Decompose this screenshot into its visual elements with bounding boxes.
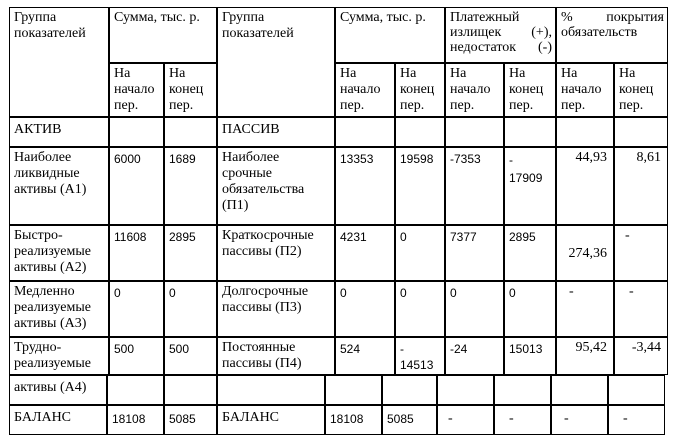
- row-a4-end: 500: [164, 337, 217, 375]
- row-p2-end: 0: [395, 225, 445, 281]
- header-coverage: % покрытия обязательств: [556, 7, 668, 63]
- balance-coverage-end: -: [608, 405, 665, 435]
- row-a1-end: 1689: [164, 147, 217, 225]
- row-1-coverage-end: 8,61: [614, 147, 668, 225]
- row-a3-end: 0: [164, 281, 217, 337]
- row-3-coverage-end: -: [614, 281, 668, 337]
- header-payment-balance: Платежный излищек (+), недостаток (-): [445, 7, 556, 63]
- row-a2-start: 11608: [109, 225, 164, 281]
- section-empty: [109, 117, 164, 147]
- continuation-empty: [551, 375, 608, 405]
- row-2-payment-end: 2895: [504, 225, 556, 281]
- section-empty: [445, 117, 504, 147]
- section-empty: [504, 117, 556, 147]
- row-a1-label: Наиболее ликвидные активы (А1): [9, 147, 109, 225]
- continuation-empty: [164, 375, 217, 405]
- row-p2-start: 4231: [335, 225, 395, 281]
- header-sum-liabilities: Сумма, тыс. р.: [335, 7, 445, 63]
- row-2-coverage-end: -: [614, 225, 668, 281]
- section-assets: АКТИВ: [9, 117, 109, 147]
- row-p3-label: Долгосрочные пассивы (П3): [217, 281, 335, 337]
- subheader-assets-end: На конец пер.: [164, 63, 217, 117]
- row-a1-start: 6000: [109, 147, 164, 225]
- row-1-coverage-start: 44,93: [556, 147, 614, 225]
- section-liabilities: ПАССИВ: [217, 117, 335, 147]
- section-empty: [614, 117, 668, 147]
- row-1-payment-end: - 17909: [504, 147, 556, 225]
- subheader-liabilities-start: На начало пер.: [335, 63, 395, 117]
- balance-assets-end: 5085: [164, 405, 217, 435]
- continuation-empty: [437, 375, 494, 405]
- row-p4-label: Постоянные пассивы (П4): [217, 337, 335, 375]
- row-1-payment-start: -7353: [445, 147, 504, 225]
- row-p3-end: 0: [395, 281, 445, 337]
- subheader-payment-start: На начало пер.: [445, 63, 504, 117]
- row-2-coverage-start: 274,36: [556, 225, 614, 281]
- balance-assets-label: БАЛАНС: [9, 405, 107, 435]
- section-empty: [556, 117, 614, 147]
- section-empty: [335, 117, 395, 147]
- continuation-empty: [107, 375, 164, 405]
- row-p4-start: 524: [335, 337, 395, 375]
- section-empty: [164, 117, 217, 147]
- row-a4-label-top: Трудно- реализуемые: [9, 337, 109, 375]
- row-p1-label: Наиболее срочные обязательства (П1): [217, 147, 335, 225]
- balance-payment-end: -: [494, 405, 551, 435]
- row-a3-label: Медленно реализуемые активы (А3): [9, 281, 109, 337]
- balance-liabilities-end: 5085: [382, 405, 437, 435]
- section-empty: [395, 117, 445, 147]
- row-p2-label: Краткосрочные пассивы (П2): [217, 225, 335, 281]
- balance-assets-start: 18108: [107, 405, 164, 435]
- subheader-payment-end: На конец пер.: [504, 63, 556, 117]
- header-sum-assets: Сумма, тыс. р.: [109, 7, 217, 63]
- balance-liabilities-label: БАЛАНС: [217, 405, 325, 435]
- continuation-empty: [608, 375, 665, 405]
- subheader-coverage-start: На начало пер.: [556, 63, 614, 117]
- row-p4-end: - 14513: [395, 337, 445, 375]
- row-p1-end: 19598: [395, 147, 445, 225]
- header-group-assets: Группа показателей: [9, 7, 109, 117]
- row-2-payment-start: 7377: [445, 225, 504, 281]
- row-4-coverage-end: -3,44: [614, 337, 668, 375]
- balance-coverage-start: -: [551, 405, 608, 435]
- row-3-coverage-start: -: [556, 281, 614, 337]
- balance-liabilities-start: 18108: [325, 405, 382, 435]
- continuation-empty: [217, 375, 325, 405]
- row-3-payment-end: 0: [504, 281, 556, 337]
- header-group-liabilities: Группа показателей: [217, 7, 335, 117]
- row-3-payment-start: 0: [445, 281, 504, 337]
- row-p3-start: 0: [335, 281, 395, 337]
- row-a3-start: 0: [109, 281, 164, 337]
- row-a2-end: 2895: [164, 225, 217, 281]
- row-a2-label: Быстро- реализуемые активы (А2): [9, 225, 109, 281]
- row-4-payment-start: -24: [445, 337, 504, 375]
- subheader-coverage-end: На конец пер.: [614, 63, 668, 117]
- row-a4-label-bottom: активы (А4): [9, 375, 107, 405]
- subheader-assets-start: На начало пер.: [109, 63, 164, 117]
- row-p1-start: 13353: [335, 147, 395, 225]
- subheader-liabilities-end: На конец пер.: [395, 63, 445, 117]
- continuation-empty: [325, 375, 382, 405]
- row-4-payment-end: 15013: [504, 337, 556, 375]
- balance-payment-start: -: [437, 405, 494, 435]
- continuation-empty: [382, 375, 437, 405]
- row-a4-start: 500: [109, 337, 164, 375]
- continuation-empty: [494, 375, 551, 405]
- row-4-coverage-start: 95,42: [556, 337, 614, 375]
